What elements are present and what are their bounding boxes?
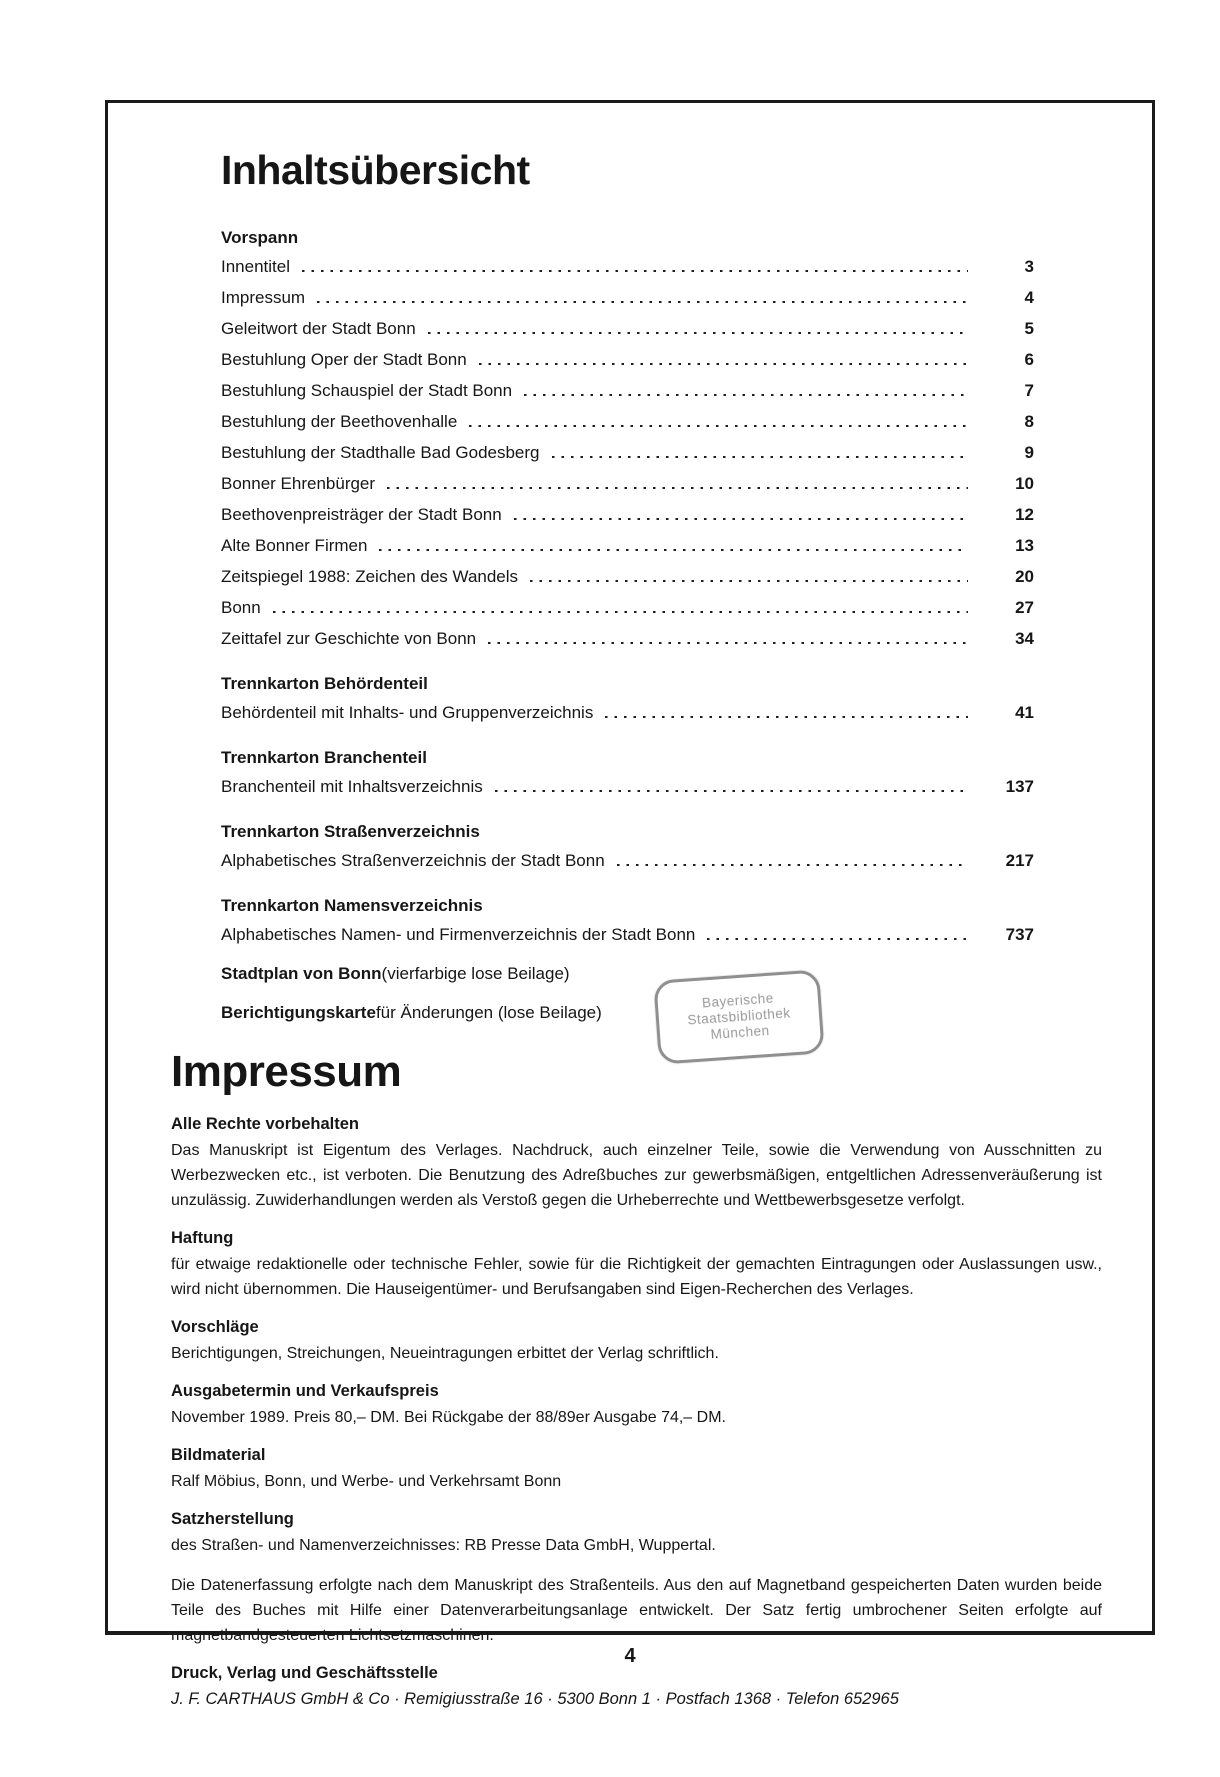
page-border-box bbox=[105, 100, 1155, 1708]
impressum-text: für etwaige redaktionelle oder technische Fehler, sowie für die Richtigkeit der gemachten Eintragungen oder Auslassungen usw., wird nicht übernommen. Die Hauseigentümer- und Berufsangaben sind Eigen-Recherchen des Verlages. bbox=[171, 1256, 1102, 1298]
toc-entry-label: Geleitwort der Stadt Bonn bbox=[221, 319, 416, 338]
toc-attachment-bold-label: Berichtigungskarte bbox=[221, 1003, 376, 1022]
toc-page-number: 34 bbox=[1015, 629, 1034, 648]
toc-page-number: 41 bbox=[1015, 703, 1034, 722]
toc-page-number: 4 bbox=[1024, 288, 1034, 307]
toc-row bbox=[221, 851, 1034, 882]
impressum-closing-paragraph: Die Datenerfassung erfolgte nach dem Manuskript des Straßenteils. Aus den auf Magnetband gespeicherten Daten wurden beide Teile des Buches mit Hilfe einer Datenverarbeitungsanlage entwickelt. Der Satz fertig umbrochener Seiten erfolgte auf magnetbandgesteuerten Lichtsetzmaschinen. bbox=[171, 1577, 1102, 1644]
toc-row bbox=[221, 629, 1034, 660]
toc-page-number: 8 bbox=[1024, 412, 1034, 431]
impressum-text: Berichtigungen, Streichungen, Neueintragungen erbittet der Verlag schriftlich. bbox=[171, 1345, 719, 1362]
toc-row bbox=[221, 505, 1034, 536]
toc-page-number: 10 bbox=[1015, 474, 1034, 493]
dot-leader bbox=[302, 269, 968, 272]
toc-entry-label: Bonner Ehrenbürger bbox=[221, 474, 376, 493]
toc-page-number: 13 bbox=[1015, 536, 1034, 555]
dot-leader bbox=[488, 641, 968, 644]
impressum-subheading: Bildmaterial bbox=[171, 1446, 266, 1464]
toc-row bbox=[221, 703, 1034, 734]
dot-leader bbox=[428, 331, 968, 334]
toc-page-number: 9 bbox=[1024, 443, 1034, 462]
toc-row bbox=[221, 319, 1034, 350]
toc-page-number: 27 bbox=[1015, 598, 1034, 617]
impressum-text: November 1989. Preis 80,– DM. Bei Rückgabe der 88/89er Ausgabe 74,– DM. bbox=[171, 1409, 726, 1426]
dot-leader bbox=[707, 937, 968, 940]
dot-leader bbox=[552, 455, 968, 458]
toc-entry-label: Bestuhlung Schauspiel der Stadt Bonn bbox=[221, 381, 513, 400]
impressum-subheading: Satzherstellung bbox=[171, 1510, 294, 1528]
dot-leader bbox=[317, 300, 968, 303]
toc-entry-label: Bestuhlung Oper der Stadt Bonn bbox=[221, 350, 467, 369]
toc-attachment-line bbox=[221, 964, 1034, 995]
dot-leader bbox=[387, 486, 968, 489]
toc-row bbox=[221, 777, 1034, 808]
toc-row bbox=[221, 412, 1034, 443]
toc-entry-label: Bestuhlung der Stadthalle Bad Godesberg bbox=[221, 443, 540, 462]
toc-page-number: 5 bbox=[1024, 319, 1034, 338]
stamp-line: München bbox=[710, 1022, 771, 1043]
toc-entry-label: Bestuhlung der Beethovenhalle bbox=[221, 412, 458, 431]
dot-leader bbox=[617, 863, 968, 866]
dot-leader bbox=[379, 548, 968, 551]
toc-attachment-line bbox=[221, 1003, 1034, 1034]
impressum-subheading: Alle Rechte vorbehalten bbox=[171, 1115, 359, 1133]
toc-attachment-bold-label: Stadtplan von Bonn bbox=[221, 964, 382, 983]
toc-entry-label: Bonn bbox=[221, 598, 261, 617]
toc-page-number: 137 bbox=[1005, 777, 1034, 796]
toc-row bbox=[221, 288, 1034, 319]
stamp-line: Staatsbibliothek bbox=[686, 1005, 792, 1028]
toc-entry-label: Zeittafel zur Geschichte von Bonn bbox=[221, 629, 477, 648]
impressum-title: Impressum bbox=[171, 1047, 402, 1096]
toc-section-heading: Trennkarton Straßenverzeichnis bbox=[221, 822, 480, 841]
toc-entry-label: Branchenteil mit Inhaltsverzeichnis bbox=[221, 777, 483, 796]
toc-attachment-note: (vierfarbige lose Beilage) bbox=[381, 964, 570, 983]
publisher-address-line: J. F. CARTHAUS GmbH & Co · Remigiusstraße 16 · 5300 Bonn 1 · Postfach 1368 · Telefon 652965 bbox=[171, 1690, 899, 1708]
toc-entry-label: Innentitel bbox=[221, 257, 290, 276]
toc-page-number: 6 bbox=[1024, 350, 1034, 369]
dot-leader bbox=[495, 789, 968, 792]
toc-row bbox=[221, 443, 1034, 474]
toc-page-number: 217 bbox=[1005, 851, 1034, 870]
impressum-subheading: Vorschläge bbox=[171, 1318, 259, 1336]
impressum-subheading: Haftung bbox=[171, 1229, 234, 1247]
toc-entry-label: Zeitspiegel 1988: Zeichen des Wandels bbox=[221, 567, 519, 586]
toc-entry-label: Beethovenpreisträger der Stadt Bonn bbox=[221, 505, 502, 524]
dot-leader bbox=[605, 715, 968, 718]
dot-leader bbox=[514, 517, 968, 520]
page-title: Inhaltsübersicht bbox=[221, 147, 530, 193]
library-stamp bbox=[653, 969, 824, 1064]
impressum-subheading: Ausgabetermin und Verkaufspreis bbox=[171, 1382, 439, 1400]
impressum-text: des Straßen- und Namenverzeichnisses: RB Presse Data GmbH, Wuppertal. bbox=[171, 1537, 716, 1554]
toc-row bbox=[221, 598, 1034, 629]
toc-page-number: 737 bbox=[1005, 925, 1034, 944]
toc-row bbox=[221, 567, 1034, 598]
toc-row bbox=[221, 536, 1034, 567]
toc-page-number: 7 bbox=[1024, 381, 1034, 400]
dot-leader bbox=[530, 579, 968, 582]
toc-entry-label: Alte Bonner Firmen bbox=[221, 536, 368, 555]
toc-section-heading: Trennkarton Behördenteil bbox=[221, 674, 428, 693]
toc-entry-label: Alphabetisches Straßenverzeichnis der Stadt Bonn bbox=[221, 851, 605, 870]
page-number-footer: 4 bbox=[624, 1645, 636, 1667]
table-of-contents bbox=[108, 103, 1152, 1034]
toc-entry-label: Alphabetisches Namen- und Firmenverzeichnis der Stadt Bonn bbox=[221, 925, 696, 944]
impressum-text: Das Manuskript ist Eigentum des Verlages. Nachdruck, auch einzelner Teile, sowie die Verwendung von Ausschnitten zu Werbezwecken etc., ist verboten. Die Benutzung des Adreßbuches zur gewerbsmäßigen, entgeltlichen Adressenveräußerung ist unzulässig. Zuwiderhandlungen werden als Verstoß gegen die Urheberrechte und Wettbewerbsgesetze verfolgt. bbox=[171, 1142, 1102, 1209]
toc-row bbox=[221, 474, 1034, 505]
toc-page-number: 3 bbox=[1024, 257, 1034, 276]
toc-attachment-note: für Änderungen (lose Beilage) bbox=[375, 1003, 602, 1022]
dot-leader bbox=[524, 393, 968, 396]
toc-entry-label: Behördenteil mit Inhalts- und Gruppenverzeichnis bbox=[221, 703, 594, 722]
toc-row bbox=[221, 257, 1034, 288]
impressum-text: Ralf Möbius, Bonn, und Werbe- und Verkehrsamt Bonn bbox=[171, 1473, 562, 1490]
toc-section-heading: Trennkarton Namensverzeichnis bbox=[221, 896, 483, 915]
toc-row bbox=[221, 381, 1034, 412]
dot-leader bbox=[479, 362, 968, 365]
toc-section-heading: Trennkarton Branchenteil bbox=[221, 748, 427, 767]
toc-page-number: 12 bbox=[1015, 505, 1034, 524]
toc-row bbox=[221, 925, 1034, 956]
impressum-subheading: Druck, Verlag und Geschäftsstelle bbox=[171, 1664, 438, 1682]
toc-row bbox=[221, 350, 1034, 381]
toc-section-heading: Vorspann bbox=[221, 228, 299, 247]
toc-entry-label: Impressum bbox=[221, 288, 306, 307]
toc-page-number: 20 bbox=[1015, 567, 1034, 586]
dot-leader bbox=[469, 424, 968, 427]
impressum-section bbox=[108, 1034, 1152, 1712]
dot-leader bbox=[273, 610, 968, 613]
stamp-line: Bayerische bbox=[701, 990, 775, 1011]
